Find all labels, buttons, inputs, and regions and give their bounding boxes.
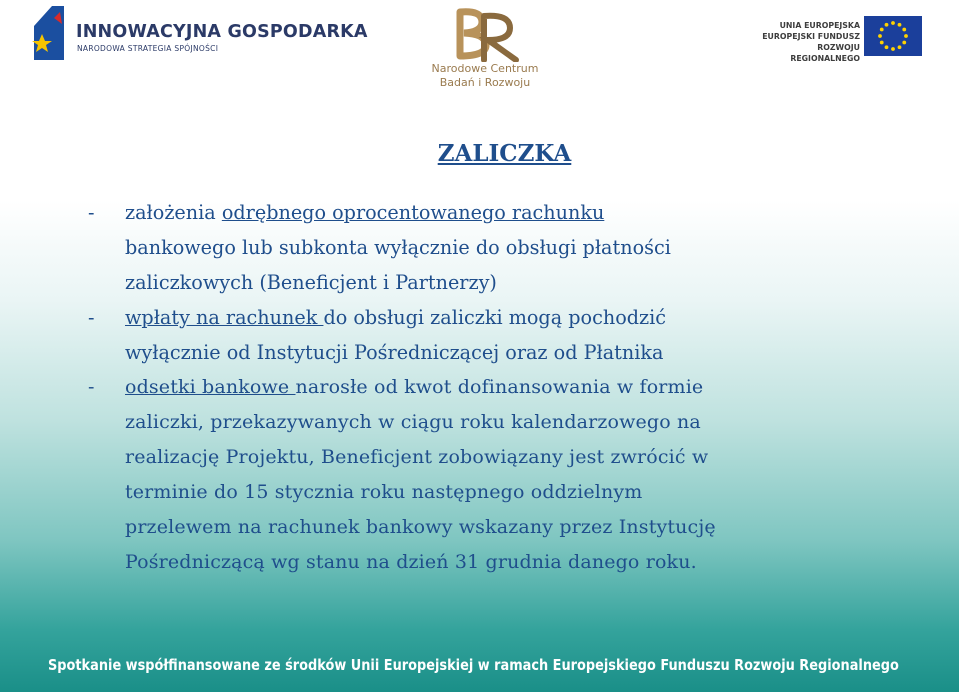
eu-star-icon [898,45,902,49]
eu-star-icon [891,21,895,25]
eu-line1: UNIA EUROPEJSKA [779,21,860,30]
ncbr-name-line1: Narodowe Centrum [431,62,539,75]
ncbr-logo [420,6,550,96]
bullet-3 [88,370,888,580]
slide-title-text: ZALICZKA [437,140,572,167]
eu-flag-icon [864,16,922,56]
bullet-3-post: narosłe od kwot dofinansowania w formie [295,376,704,398]
eu-star-icon [878,34,882,38]
eu-logo [760,16,925,63]
eu-star-icon [885,45,889,49]
ncbr-name-line2: Badań i Rozwoju [439,76,531,89]
slide-title [0,140,959,167]
eu-star-icon [902,28,906,32]
bullet-dash: - [88,201,95,224]
eu-logo-text [760,20,860,64]
header [0,0,959,110]
bullet-2-underlined: wpłaty na rachunek [125,306,324,329]
bullet-1-pre: założenia [125,201,222,224]
bullet-2 [88,300,888,370]
bullet-3-underlined: odsetki bankowe [125,376,296,398]
bullet-3-line-5: przelewem na rachunek bankowy wskazany przez Instytucję [125,516,716,538]
innowacyjna-gospodarka-title: INNOWACYJNA GOSPODARKA [76,22,368,42]
eu-star-icon [885,23,889,27]
eu-star-icon [904,34,908,38]
eu-line3: ROZWOJU REGIONALNEGO [790,43,860,63]
eu-star-icon [898,23,902,27]
innowacyjna-gospodarka-subtitle: NARODOWA STRATEGIA SPÓJNOŚCI [77,44,219,53]
bullet-2-post: do obsługi zaliczki mogą pochodzić [323,306,667,329]
bullet-3-line-2: zaliczki, przekazywanych w ciągu roku kalendarzowego na [125,411,701,433]
eu-star-icon [880,41,884,45]
bullet-3-line-1 [125,370,888,405]
bullet-dash: - [88,306,95,329]
bullet-3-line-6: Pośredniczącą wg stanu na dzień 31 grudnia danego roku. [125,551,697,573]
footer-funding-note: Spotkanie współfinansowane ze środków Unii Europejskiej w ramach Europejskiego Funduszu Rozwoju Regionalnego [48,656,899,674]
eu-star-icon [891,47,895,51]
bullet-2-line-2: wyłącznie od Instytucji Pośredniczącej oraz od Płatnika [125,341,664,364]
bullet-1 [88,195,888,300]
eu-star-icon [902,41,906,45]
bullet-1-line-3: zaliczkowych (Beneficjent i Partnerzy) [125,271,497,294]
bullet-1-underlined: odrębnego oprocentowanego rachunku [221,201,605,224]
bullet-dash: - [88,376,95,398]
bullet-1-line-1 [125,195,888,230]
slide-content [88,195,888,580]
bullet-3-line-4: terminie do 15 stycznia roku następnego oddzielnym [125,481,643,503]
eu-star-icon [880,28,884,32]
innowacyjna-gospodarka-logo [28,4,368,64]
bullet-3-line-3: realizację Projektu, Beneficjent zobowiązany jest zwrócić w [125,446,709,468]
bullet-2-line-1 [125,300,888,335]
bullet-1-line-2: bankowego lub subkonta wyłącznie do obsługi płatności [125,236,671,259]
star-flag-icon [28,4,68,62]
br-monogram-icon [430,6,540,62]
eu-line2: EUROPEJSKI FUNDUSZ [762,32,860,41]
